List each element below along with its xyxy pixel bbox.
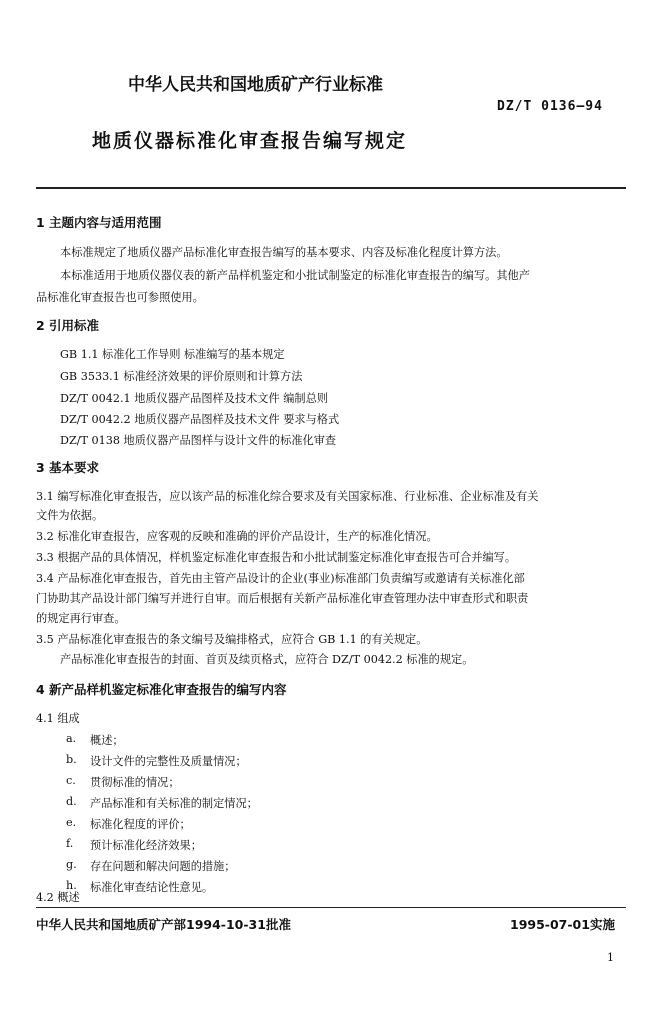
reference-item: DZ/T 0138 地质仪器产品图样与设计文件的标准化审查 xyxy=(60,434,337,447)
list-item: 标准化审查结论性意见。 xyxy=(90,881,214,894)
list-item: 标准化程度的评价； xyxy=(90,818,191,831)
standard-number: DZ/T 0136—94 xyxy=(497,99,603,114)
ministry-header: 中华人民共和国地质矿产行业标准 xyxy=(128,75,383,95)
paragraph: 本标准适用于地质仪器仪表的新产品样机鉴定和小批试制鉴定的标准化审查报告的编写。其他产 xyxy=(60,269,530,282)
effective-date: 1995-07-01实施 xyxy=(510,917,615,932)
section-4-heading: 4 新产品样机鉴定标准化审查报告的编写内容 xyxy=(36,682,287,697)
paragraph: 3.5 产品标准化审查报告的条文编号及编排格式，应符合 GB 1.1 的有关规定。 xyxy=(36,633,428,646)
paragraph: 3.1 编写标准化审查报告，应以该产品的标准化综合要求及有关国家标准、行业标准、企业标准及有关 xyxy=(36,490,539,503)
list-letter: a. xyxy=(66,732,77,745)
paragraph: 文件为依据。 xyxy=(36,509,104,522)
paragraph: 品标准化审查报告也可参照使用。 xyxy=(36,291,204,304)
list-letter: e. xyxy=(66,816,77,829)
paragraph: 门协助其产品设计部门编写并进行自审。而后根据有关新产品标准化审查管理办法中审查形式和职责 xyxy=(36,592,529,605)
section-1-heading: 1 主题内容与适用范围 xyxy=(36,215,162,230)
list-item: 概述； xyxy=(90,734,124,747)
section-3-heading: 3 基本要求 xyxy=(36,460,100,475)
document-title: 地质仪器标准化审查报告编写规定 xyxy=(92,130,408,152)
list-item: 贯彻标准的情况； xyxy=(90,776,180,789)
list-letter: b. xyxy=(66,753,77,766)
page-number: 1 xyxy=(607,951,614,964)
paragraph: 3.2 标准化审查报告，应客观的反映和准确的评价产品设计，生产的标准化情况。 xyxy=(36,530,438,543)
reference-item: DZ/T 0042.1 地质仪器产品图样及技术文件 编制总则 xyxy=(60,392,328,405)
header-rule xyxy=(36,187,626,189)
approval-line: 中华人民共和国地质矿产部1994-10-31批准 xyxy=(36,917,291,932)
list-letter: g. xyxy=(66,858,77,871)
reference-item: DZ/T 0042.2 地质仪器产品图样及技术文件 要求与格式 xyxy=(60,413,340,426)
subsection-4-2-heading: 4.2 概述 xyxy=(36,891,80,904)
list-item: 设计文件的完整性及质量情况； xyxy=(90,755,247,768)
list-letter: h. xyxy=(66,879,77,892)
list-item: 存在问题和解决问题的措施； xyxy=(90,860,236,873)
section-2-heading: 2 引用标准 xyxy=(36,318,100,333)
paragraph: 3.3 根据产品的具体情况，样机鉴定标准化审查报告和小批试制鉴定标准化审查报告可合并编写。 xyxy=(36,551,517,564)
subsection-4-1-heading: 4.1 组成 xyxy=(36,712,80,725)
list-item: 预计标准化经济效果； xyxy=(90,839,202,852)
paragraph: 本标准规定了地质仪器产品标准化审查报告编写的基本要求、内容及标准化程度计算方法。 xyxy=(60,246,508,259)
reference-item: GB 1.1 标准化工作导则 标准编写的基本规定 xyxy=(60,348,285,361)
reference-item: GB 3533.1 标准经济效果的评价原则和计算方法 xyxy=(60,370,303,383)
list-letter: f. xyxy=(66,837,74,850)
paragraph: 产品标准化审查报告的封面、首页及续页格式，应符合 DZ/T 0042.2 标准的规定。 xyxy=(60,653,474,666)
list-letter: c. xyxy=(66,774,76,787)
list-item: 产品标准和有关标准的制定情况； xyxy=(90,797,258,810)
footer-rule xyxy=(36,907,626,908)
list-letter: d. xyxy=(66,795,77,808)
paragraph: 3.4 产品标准化审查报告，首先由主管产品设计的企业(事业)标准部门负责编写或邀请有关标准化部 xyxy=(36,572,525,585)
paragraph: 的规定再行审查。 xyxy=(36,612,126,625)
